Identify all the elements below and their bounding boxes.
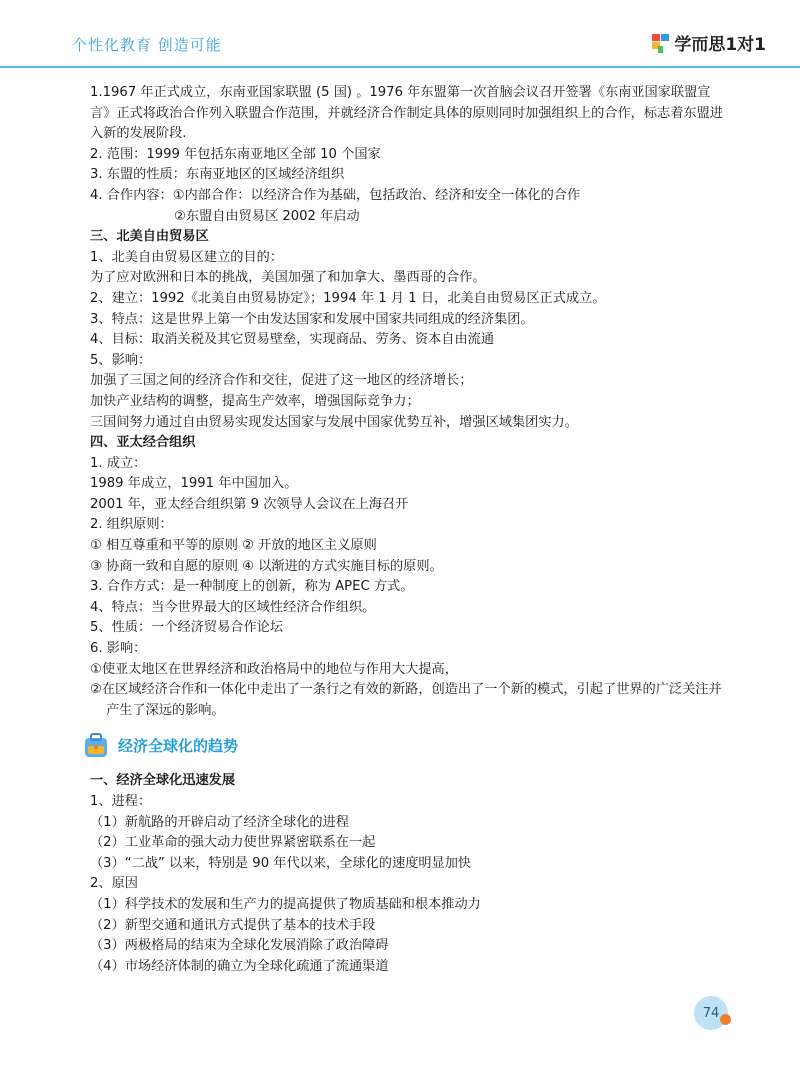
trend-line: （4）市场经济体制的确立为全球化疏通了流通渠道 <box>90 958 389 974</box>
nafta-heading: 三、北美自由贸易区 <box>90 229 209 245</box>
nafta-line: 4、目标：取消关税及其它贸易壁垒，实现商品、劳务、资本自由流通 <box>90 332 495 348</box>
page-header <box>0 0 800 68</box>
nafta-line: 三国间努力通过自由贸易实现发达国家与发展中国家优势互补，增强区域集团实力。 <box>90 414 578 430</box>
asean-line-2: 2. 范围：1999 年包括东南亚地区全部 10 个国家 <box>90 146 381 162</box>
asean-line-1: 1.1967 年正式成立，东南亚国家联盟 (5 国) 。1976 年东盟第一次首脑会议召开签署《东南亚国家联盟宣言》正式将政治合作列入联盟合作范围，并就经济合作制定具体的原则同时加强组织上的合作，标志着东盟进入新的发展阶段. <box>90 85 723 142</box>
nafta-line: 5、影响： <box>90 352 152 368</box>
nafta-line: 2、建立：1992《北美自由贸易协定》；1994 年 1 月 1 日，北美自由贸易区正式成立。 <box>90 290 606 306</box>
asean-line-4: 4. 合作内容：①内部合作：以经济合作为基础，包括政治、经济和安全一体化的合作 <box>90 187 581 203</box>
nafta-line: 加快产业结构的调整，提高生产效率，增强国际竞争力； <box>90 393 420 409</box>
apec-line: ① 相互尊重和平等的原则 ② 开放的地区主义原则 <box>90 538 377 554</box>
trend-line: （2）工业革命的强大动力使世界紧密联系在一起 <box>90 835 376 851</box>
nafta-line: 加强了三国之间的经济合作和交往，促进了这一地区的经济增长； <box>90 373 473 389</box>
apec-line: 4、特点：当今世界最大的区域性经济合作组织。 <box>90 599 376 615</box>
apec-line: 3. 合作方式：是一种制度上的创新，称为 APEC 方式。 <box>90 579 414 595</box>
page-number-badge <box>694 996 728 1030</box>
trend-line: （3）“二战” 以来，特别是 90 年代以来，全球化的速度明显加快 <box>90 855 472 871</box>
logo-mark-icon <box>651 32 671 54</box>
apec-line: 5、性质：一个经济贸易合作论坛 <box>90 620 284 636</box>
apec-line: 2. 组织原则： <box>90 517 173 533</box>
apec-line: 2001 年，亚太经合组织第 9 次领导人会议在上海召开 <box>90 496 409 512</box>
trend-line: 2、原因 <box>90 876 138 892</box>
trend-line: （1）新航路的开辟启动了经济全球化的进程 <box>90 814 349 830</box>
trend-line: 1、进程： <box>90 794 152 809</box>
header-divider <box>0 66 800 68</box>
trend-heading: 一、经济全球化迅速发展 <box>90 773 236 789</box>
trend-line: （2）新型交通和通讯方式提供了基本的技术手段 <box>90 917 376 933</box>
apec-line: ③ 协商一致和自愿的原则 ④ 以渐进的方式实施目标的原则。 <box>90 558 443 574</box>
brand-logo <box>651 30 766 55</box>
trend-line: （1）科学技术的发展和生产力的提高提供了物质基础和根本推动力 <box>90 896 481 912</box>
nafta-line: 3、特点：这是世界上第一个由发达国家和发展中国家共同组成的经济集团。 <box>90 311 534 327</box>
page-number: 74 <box>694 996 728 1030</box>
asean-line-5: ②东盟自由贸易区 2002 年启动 <box>174 208 360 224</box>
nafta-line: 为了应对欧洲和日本的挑战，美国加强了和加拿大、墨西哥的合作。 <box>90 270 486 286</box>
page-dot-decoration <box>720 1014 731 1025</box>
nafta-line: 1、北美自由贸易区建立的目的： <box>90 249 284 265</box>
asean-line-3: 3. 东盟的性质：东南亚地区的区域经济组织 <box>90 167 345 183</box>
section-title-globalization <box>82 733 730 759</box>
backpack-icon <box>82 733 110 759</box>
document-body <box>90 83 730 977</box>
apec-line: 6. 影响： <box>90 641 147 657</box>
trend-line: （3）两极格局的结束为全球化发展消除了政治障碍 <box>90 938 389 954</box>
apec-line: 1. 成立： <box>90 455 147 471</box>
apec-line: 1989 年成立，1991 年中国加入。 <box>90 476 298 492</box>
logo-text: 学而思1对1 <box>674 35 766 55</box>
apec-last-line: ②在区域经济合作和一体化中走出了一条行之有效的新路，创造出了一个新的模式，引起了世界的广泛关注并产生了深远的影响。 <box>90 682 722 718</box>
section-title-text: 经济全球化的趋势 <box>118 737 239 756</box>
apec-heading: 四、亚太经合组织 <box>90 435 196 451</box>
apec-line: ①使亚太地区在世界经济和政治格局中的地位与作用大大提高， <box>90 661 458 677</box>
header-slogan: 个性化教育 创造可能 <box>72 36 222 54</box>
